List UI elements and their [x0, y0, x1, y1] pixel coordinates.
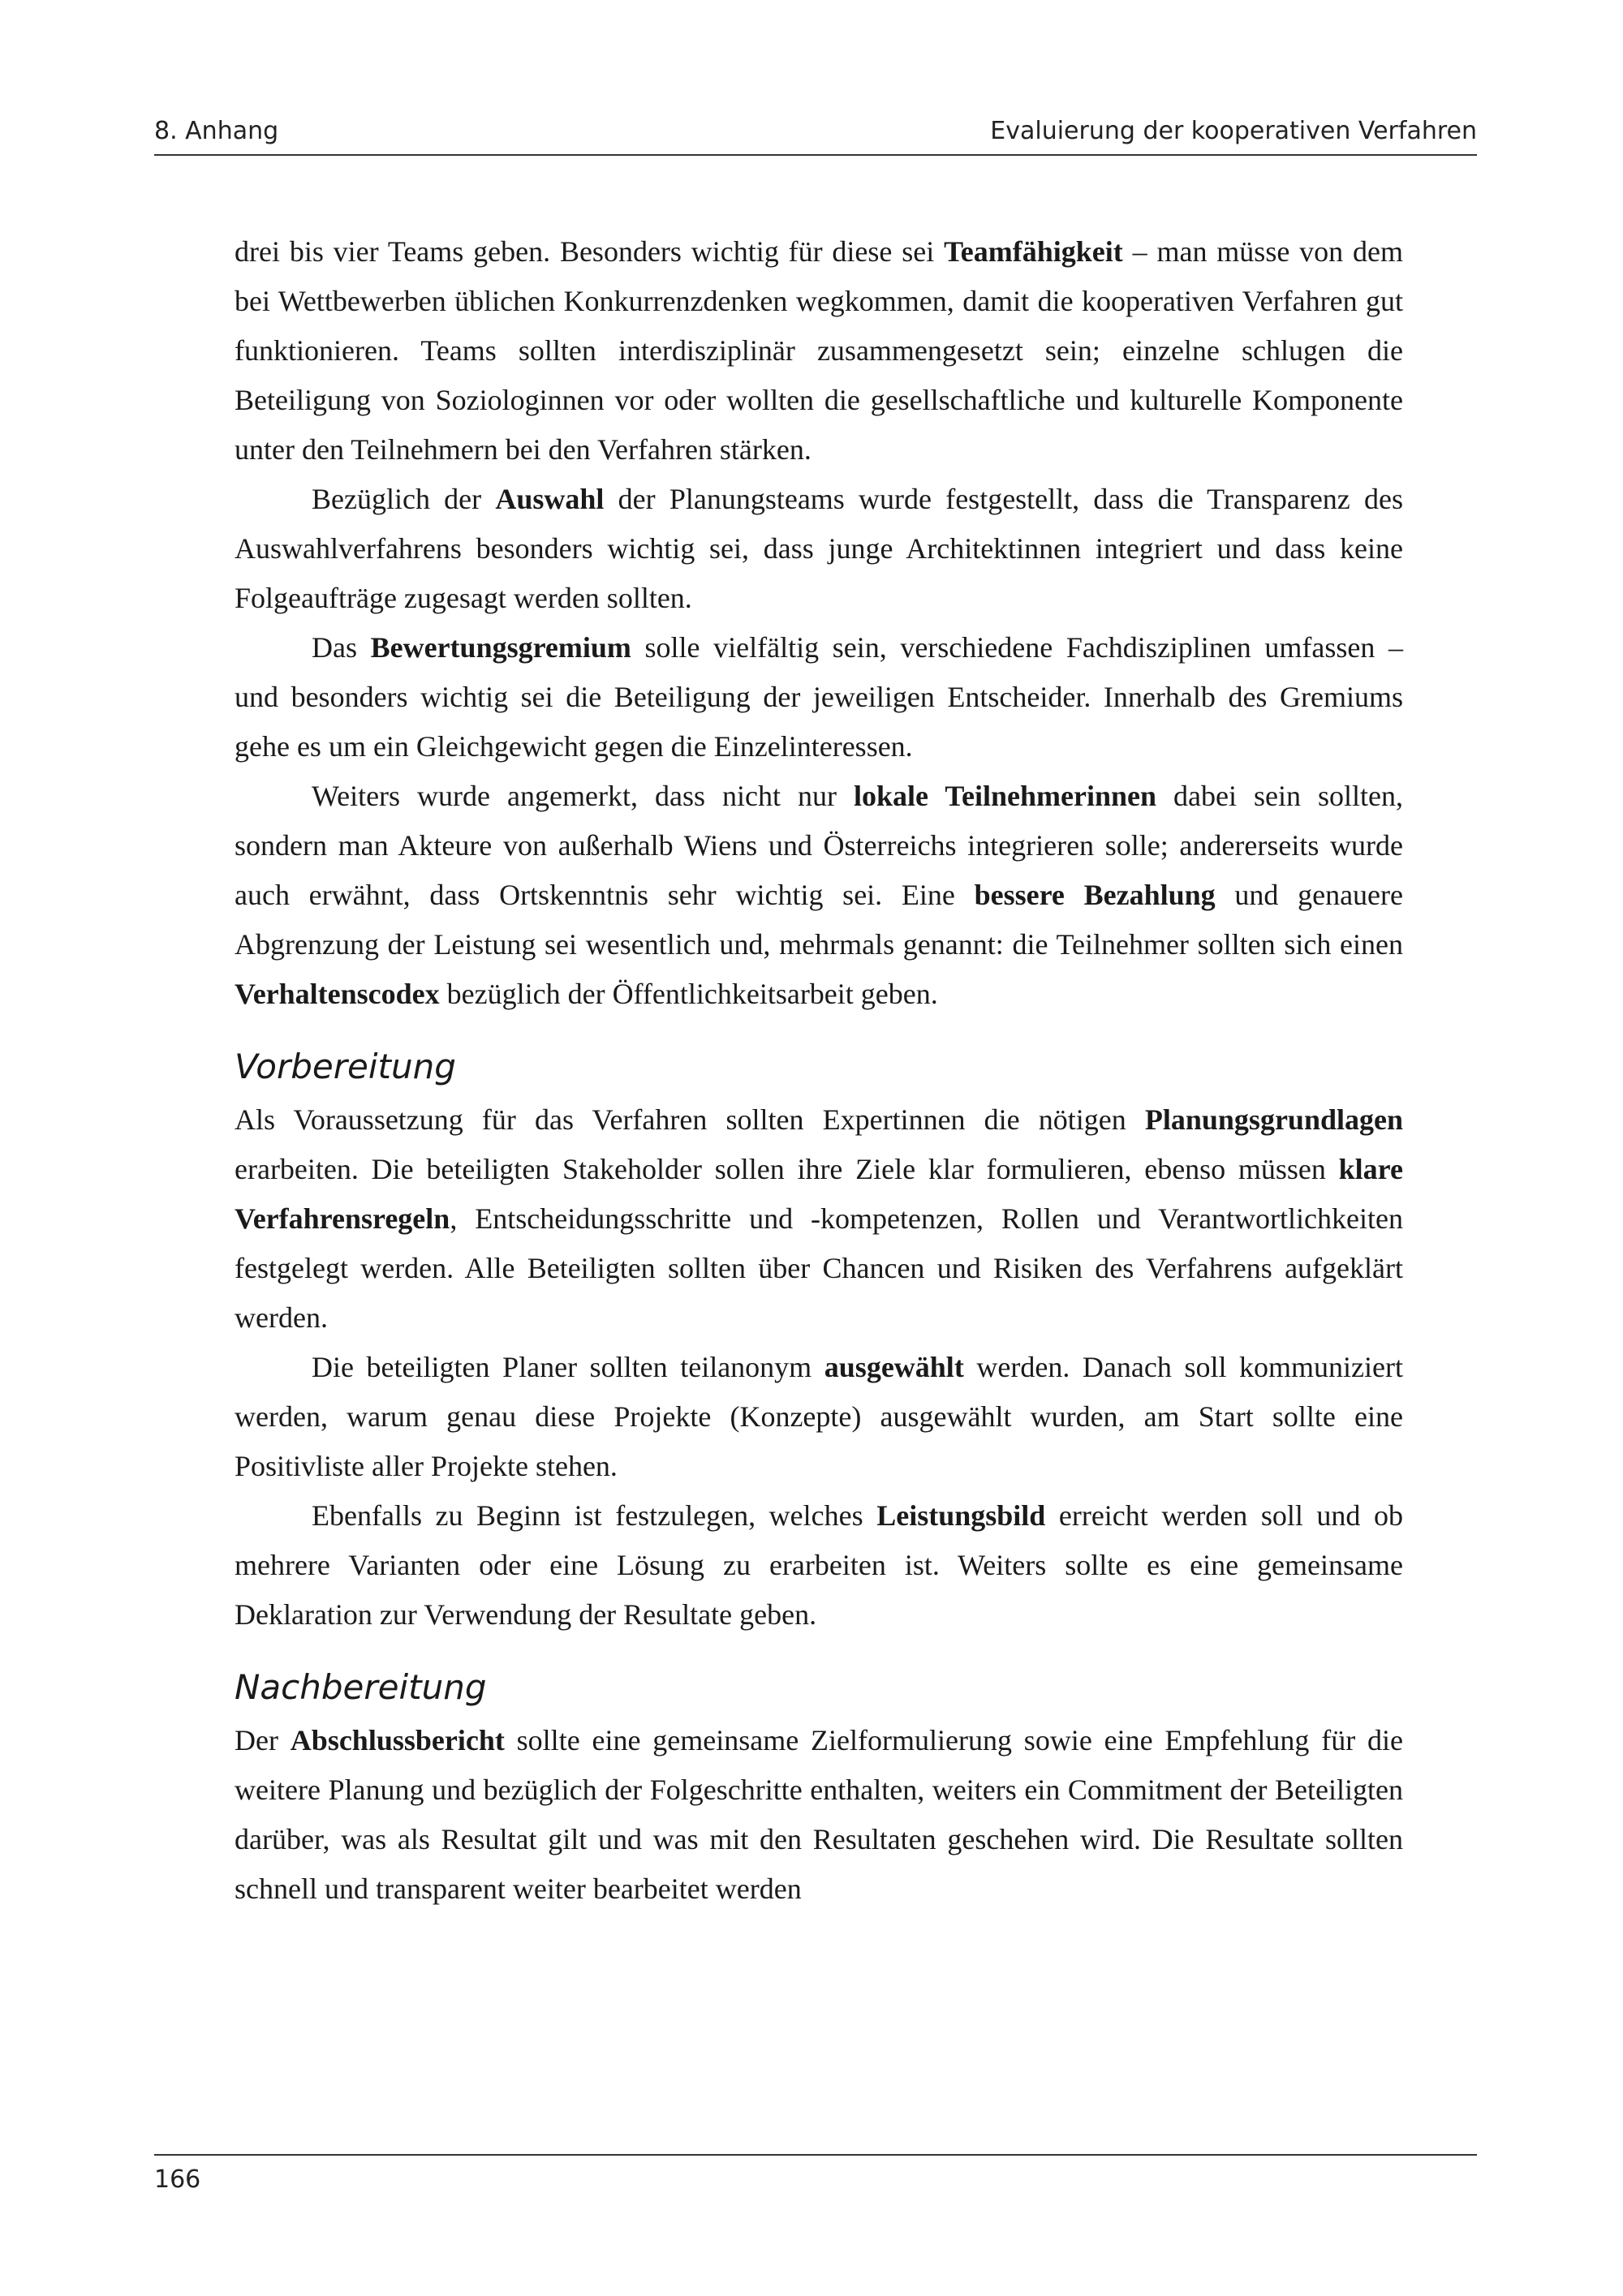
paragraph: Als Voraussetzung für das Verfahren sollten Expertinnen die nötigen Planungsgrundlagen erarbeiten. Die beteiligten Stakeholder sollen ihre Ziele klar formulieren, ebenso müssen klare Verfahrensregeln, Entscheidungsschritte und -kompetenzen, Rollen und Verantwortlichkeiten festgelegt werden. Alle Beteiligten sollten über Chancen und Risiken des Verfahrens aufgeklärt werden.: [235, 1103, 1403, 1334]
section-heading-nachbereitung: Nachbereitung: [235, 1667, 487, 1707]
emphasis: bessere Bezahlung: [974, 879, 1216, 911]
page-footer: [154, 2154, 1477, 2194]
paragraph: Bezüglich der Auswahl der Planungsteams wurde festgestellt, dass die Transparenz des Auswahlverfahrens besonders wichtig sei, dass junge Architektinnen integriert und dass keine Folgeaufträge zugesagt werden sollten.: [235, 483, 1403, 614]
emphasis: Abschlussbericht: [290, 1724, 505, 1756]
emphasis: Planungsgrundlagen: [1144, 1103, 1403, 1136]
page-body: [235, 227, 1403, 1914]
section-heading-vorbereitung: Vorbereitung: [235, 1047, 456, 1086]
emphasis: Leistungsbild: [876, 1499, 1046, 1532]
emphasis: ausgewählt: [824, 1351, 964, 1383]
paragraph: Der Abschlussbericht sollte eine gemeinsame Zielformulierung sowie eine Empfehlung für die weitere Planung und bezüglich der Folgeschritte enthalten, weiters ein Commitment der Beteiligten darüber, was als Resultat gilt und was mit den Resultaten geschehen wird. Die Resultate sollten schnell und transparent weiter bearbeitet werden: [235, 1724, 1403, 1905]
emphasis: Teamfähigkeit: [944, 235, 1123, 268]
paragraph: drei bis vier Teams geben. Besonders wichtig für diese sei Teamfähigkeit – man müsse von dem bei Wettbewerben üblichen Konkurrenzdenken wegkommen, damit die kooperativen Verfahren gut funktionieren. Teams sollten interdisziplinär zusammengesetzt sein; einzelne schlugen die Beteiligung von Soziologinnen vor oder wollten die gesellschaftliche und kulturelle Komponente unter den Teilnehmern bei den Verfahren stärken.: [235, 235, 1403, 466]
emphasis: klare Verfahrensregeln: [235, 1153, 1403, 1235]
paragraph: Ebenfalls zu Beginn ist festzulegen, welches Leistungsbild erreicht werden soll und ob mehrere Varianten oder eine Lösung zu erarbeiten ist. Weiters sollte es eine gemeinsame Deklaration zur Verwendung der Resultate geben.: [235, 1499, 1404, 1631]
page-number: 166: [154, 2165, 201, 2194]
paragraph: Das Bewertungsgremium solle vielfältig sein, verschiedene Fachdisziplinen umfassen – und besonders wichtig sei die Beteiligung der jeweiligen Entscheider. Innerhalb des Gremiums gehe es um ein Gleichgewicht gegen die Einzelinteressen.: [235, 631, 1403, 763]
header-title: Evaluierung der kooperativen Verfahren: [990, 117, 1477, 145]
emphasis: Verhaltenscodex: [235, 978, 440, 1010]
header-chapter: 8. Anhang: [154, 117, 279, 145]
paragraph: Weiters wurde angemerkt, dass nicht nur lokale Teilnehmerinnen dabei sein sollten, sondern man Akteure von außerhalb Wiens und Österreichs integrieren solle; andererseits wurde auch erwähnt, dass Ortskenntnis sehr wichtig sei. Eine bessere Bezahlung und genauere Abgrenzung der Leistung sei wesentlich und, mehrmals genannt: die Teilnehmer sollten sich einen Verhaltenscodex bezüglich der Öffentlichkeitsarbeit geben.: [235, 780, 1404, 1010]
emphasis: lokale Teilnehmerinnen: [853, 780, 1157, 812]
emphasis: Auswahl: [495, 483, 605, 515]
running-header: [154, 112, 1477, 156]
emphasis: Bewertungsgremium: [370, 631, 631, 664]
paragraph: Die beteiligten Planer sollten teilanonym ausgewählt werden. Danach soll kommuniziert werden, warum genau diese Projekte (Konzepte) ausgewählt wurden, am Start sollte eine Positivliste aller Projekte stehen.: [235, 1351, 1403, 1482]
